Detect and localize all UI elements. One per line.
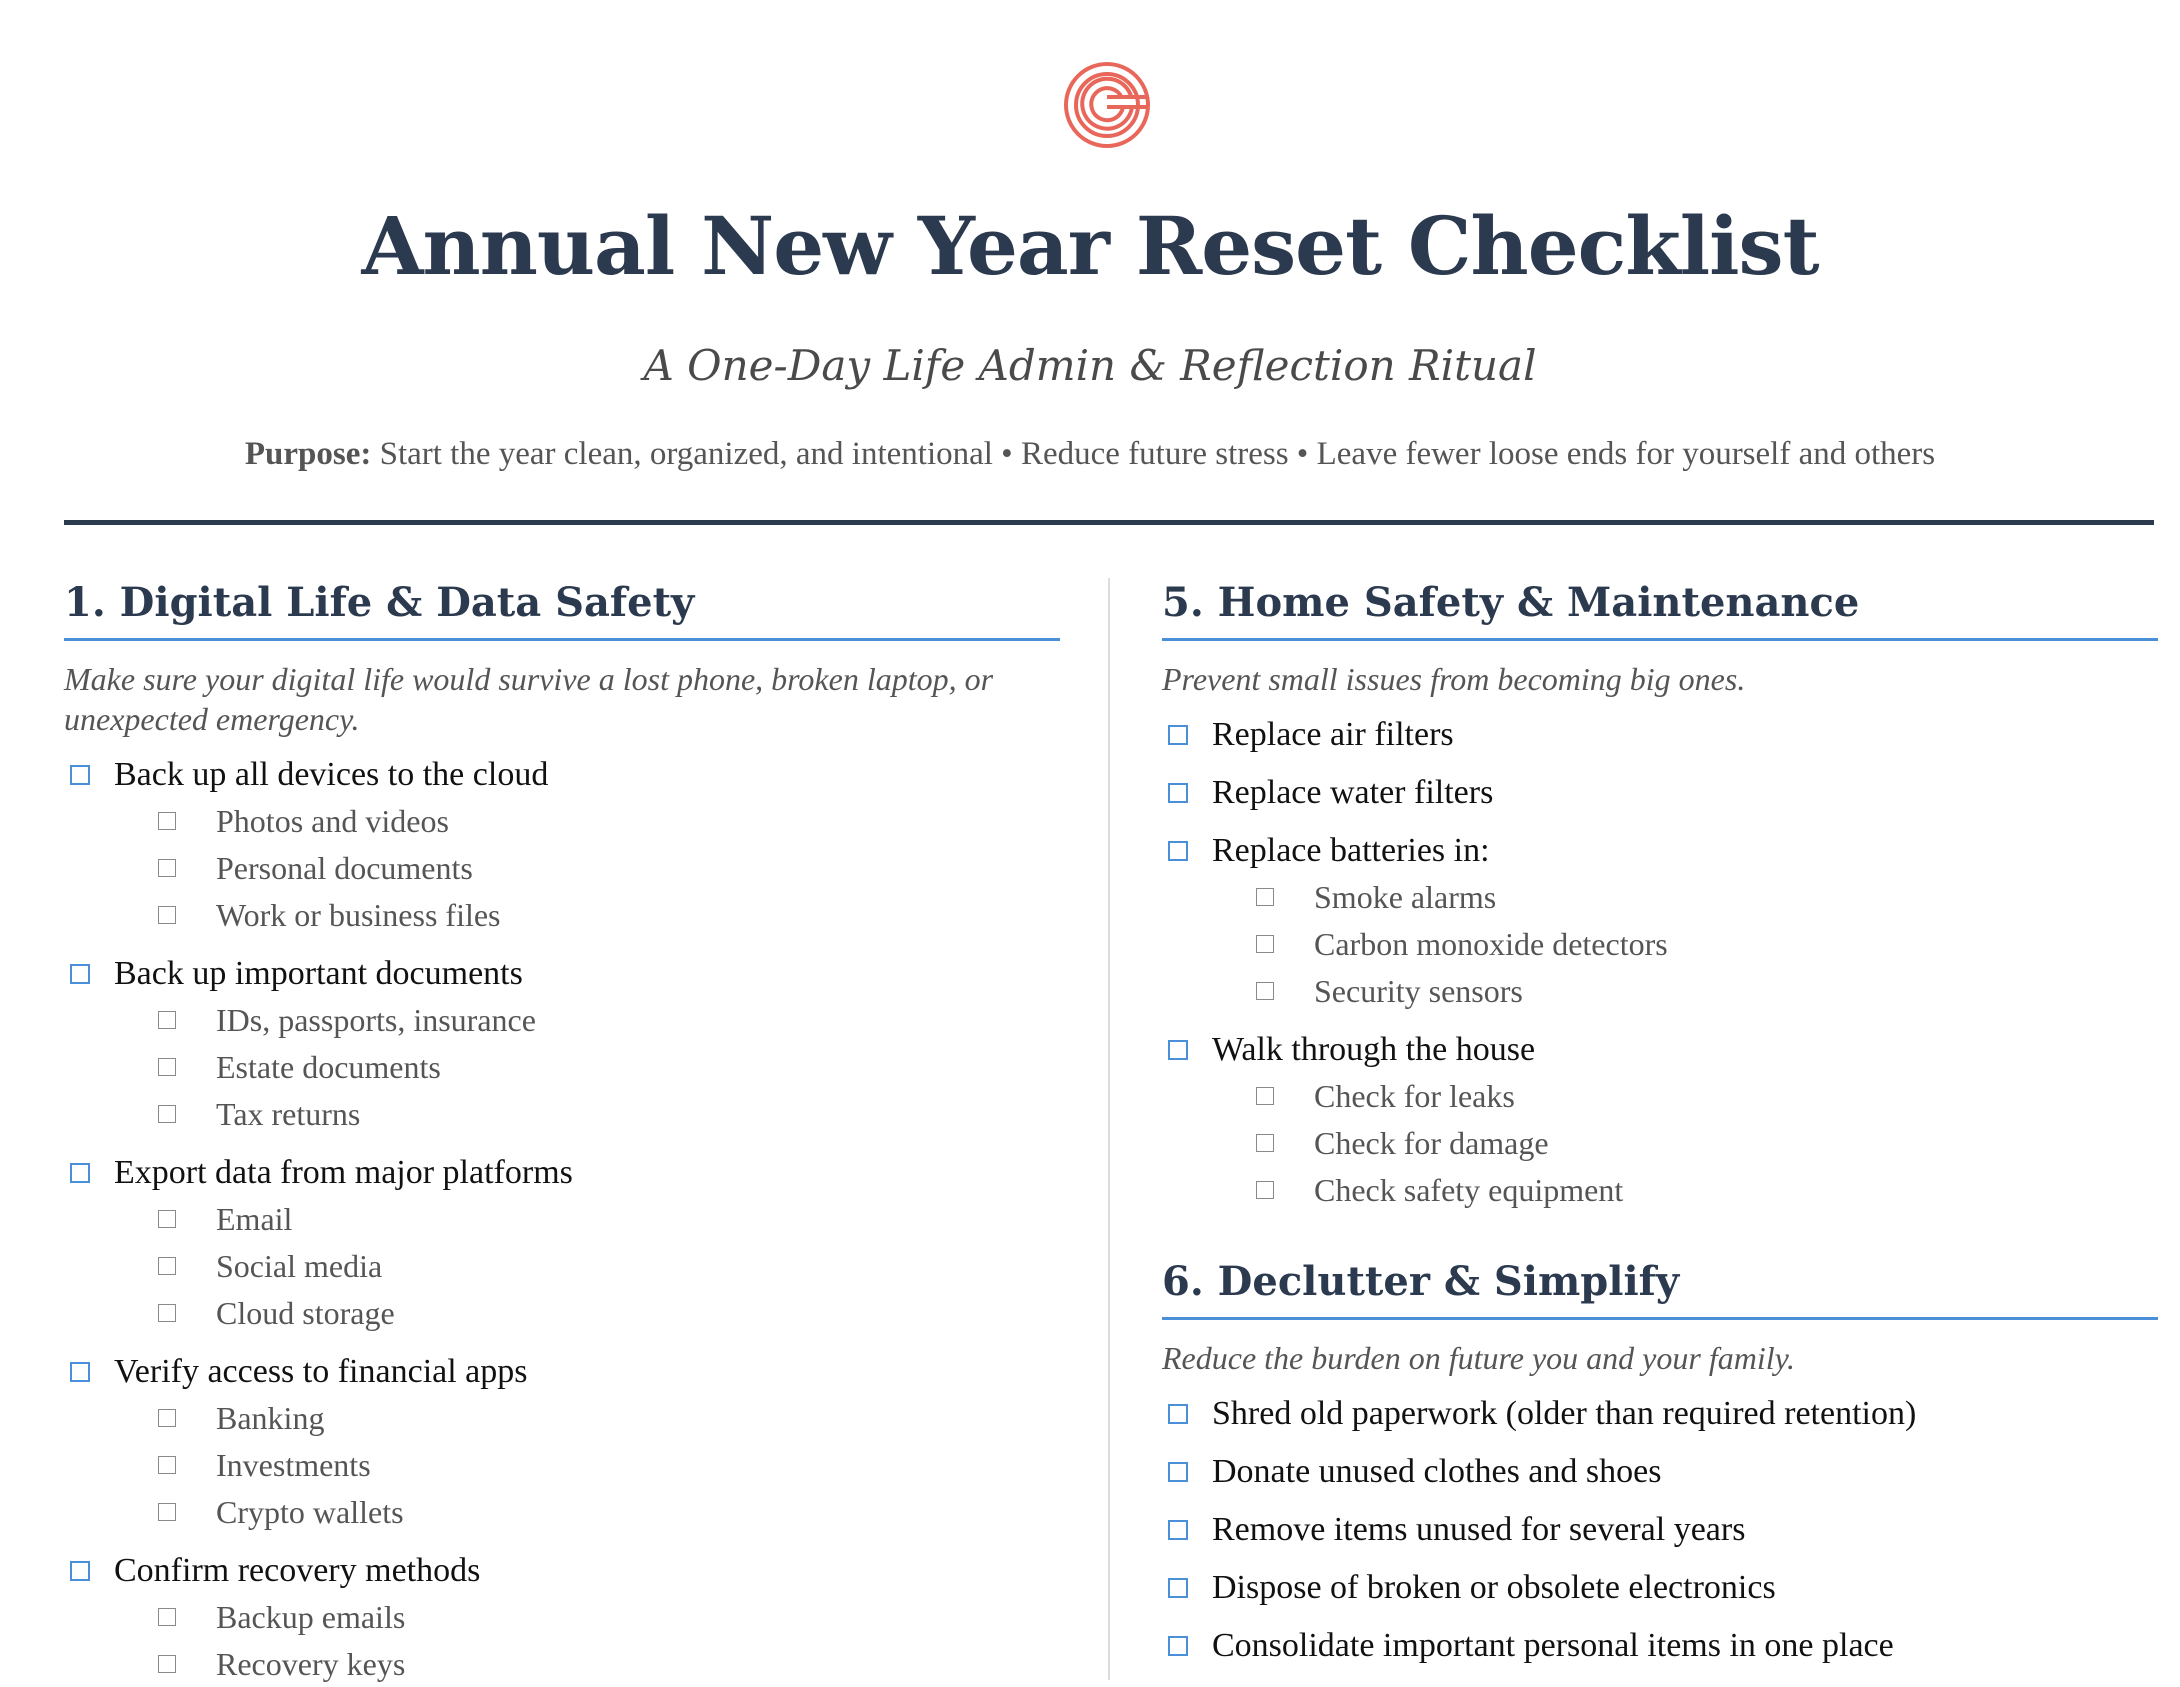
sub-item-label: Check for leaks [1314,1077,1515,1114]
item-label: Back up all devices to the cloud [114,756,549,793]
left-column [64,574,1060,1687]
sub-item[interactable] [158,1488,1060,1535]
sub-item-label: Check safety equipment [1314,1171,1624,1208]
sub-item-label: Estate documents [216,1048,441,1085]
sub-checkbox[interactable] [1256,935,1274,953]
checklist-item[interactable] [1162,1624,2158,1668]
sub-checkbox[interactable] [158,1608,176,1626]
sub-item[interactable] [1256,1119,2158,1166]
sub-item[interactable] [1256,967,2158,1014]
page-subtitle: A One-Day Life Admin & Reflection Ritual [643,341,1537,390]
checklist-item[interactable] [1162,829,2158,873]
checkbox[interactable] [70,964,90,984]
checklist-item[interactable] [1162,771,2158,815]
sub-item-label: Backup emails [216,1598,406,1635]
checklist-item[interactable] [1162,1392,2158,1436]
sub-checkbox[interactable] [1256,888,1274,906]
item-label: Dispose of broken or obsolete electronics [1212,1569,1776,1606]
checkbox[interactable] [1168,1636,1188,1656]
sub-item[interactable] [1256,1072,2158,1119]
sub-checkbox[interactable] [158,1409,176,1427]
sub-item-label: Cloud storage [216,1294,395,1331]
sub-checkbox[interactable] [1256,1134,1274,1152]
checklist-item[interactable] [64,1151,1060,1195]
sub-item-label: Check for damage [1314,1124,1549,1161]
sub-checkbox[interactable] [158,1105,176,1123]
item-label: Verify access to financial apps [114,1353,528,1390]
section-title: 1. Digital Life & Data Safety [64,574,1060,641]
checkbox[interactable] [1168,1578,1188,1598]
sub-checkbox[interactable] [158,1304,176,1322]
section-description: Reduce the burden on future you and your family. [1162,1340,1796,1376]
sub-item[interactable] [158,891,1060,938]
sub-item[interactable] [158,844,1060,891]
page-title: Annual New Year Reset Checklist [361,199,1819,293]
sub-checkbox[interactable] [158,812,176,830]
section-home-safety [1162,574,2158,1213]
checklist-item[interactable] [64,952,1060,996]
sub-item[interactable] [1256,920,2158,967]
sub-checkbox[interactable] [158,1011,176,1029]
checkbox[interactable] [70,1163,90,1183]
checkbox[interactable] [1168,1462,1188,1482]
checklist-item[interactable] [1162,1508,2158,1552]
sub-item-label: Recovery keys [216,1645,406,1682]
sub-item-label: Smoke alarms [1314,878,1497,915]
checklist-item[interactable] [1162,1028,2158,1072]
purpose-label: Purpose: [244,436,372,472]
sub-item[interactable] [158,1195,1060,1242]
right-column [1162,574,2158,1668]
sub-item-label: Personal documents [216,849,473,886]
sub-checkbox[interactable] [158,1257,176,1275]
checkbox[interactable] [70,1561,90,1581]
section-title: 5. Home Safety & Maintenance [1162,574,2158,641]
sub-item-label: Work or business files [216,896,501,933]
section-title: 6. Declutter & Simplify [1162,1253,2158,1320]
item-label: Consolidate important personal items in one place [1212,1627,1894,1664]
sub-item[interactable] [1256,873,2158,920]
sub-checkbox[interactable] [158,1058,176,1076]
section-description: Make sure your digital life would survive a lost phone, broken laptop, or unexpected emergency. [64,661,994,737]
checklist-item[interactable] [1162,713,2158,757]
sub-item-label: Carbon monoxide detectors [1314,925,1668,962]
section-digital-life [64,574,1060,1687]
checkbox[interactable] [1168,1040,1188,1060]
sub-item-label: Social media [216,1247,383,1284]
sub-checkbox[interactable] [158,1655,176,1673]
checklist-item[interactable] [1162,1450,2158,1494]
purpose-text: Start the year clean, organized, and intentional • Reduce future stress • Leave fewer loose ends for yourself and others [371,436,1936,472]
sub-checkbox[interactable] [1256,1181,1274,1199]
sub-item-label: Investments [216,1446,371,1483]
section-declutter [1162,1253,2158,1668]
sub-item-label: IDs, passports, insurance [216,1001,536,1038]
checklist-item[interactable] [64,1549,1060,1593]
sub-item[interactable] [158,1593,1060,1640]
item-label: Walk through the house [1212,1031,1536,1068]
sub-item-label: Security sensors [1314,972,1523,1009]
purpose-line [0,432,2180,476]
item-label: Replace batteries in: [1212,832,1490,869]
sub-item[interactable] [158,1394,1060,1441]
item-label: Export data from major platforms [114,1154,573,1191]
column-divider [1108,578,1110,1680]
sub-checkbox[interactable] [158,859,176,877]
sub-checkbox[interactable] [158,1503,176,1521]
sub-item[interactable] [158,1242,1060,1289]
sub-item[interactable] [1256,1166,2158,1213]
sub-item-label: Email [216,1200,293,1237]
item-label: Shred old paperwork (older than required retention) [1212,1395,1917,1432]
item-label: Replace water filters [1212,774,1494,811]
checkbox[interactable] [1168,841,1188,861]
checkbox[interactable] [1168,725,1188,745]
checklist-item[interactable] [1162,1566,2158,1610]
item-label: Back up important documents [114,955,523,992]
item-label: Replace air filters [1212,716,1454,753]
sub-checkbox[interactable] [158,1210,176,1228]
sub-checkbox[interactable] [1256,1087,1274,1105]
g-circle-logo [1062,60,1152,150]
sub-checkbox[interactable] [1256,982,1274,1000]
checkbox[interactable] [70,1362,90,1382]
checkbox[interactable] [1168,783,1188,803]
checklist-item[interactable] [64,753,1060,797]
item-label: Donate unused clothes and shoes [1212,1453,1662,1490]
item-label: Remove items unused for several years [1212,1511,1746,1548]
sub-checkbox[interactable] [158,1456,176,1474]
checkbox[interactable] [70,765,90,785]
item-label: Confirm recovery methods [114,1552,481,1589]
sub-item[interactable] [158,1289,1060,1336]
section-description: Prevent small issues from becoming big ones. [1162,661,1746,697]
sub-item[interactable] [158,797,1060,844]
sub-checkbox[interactable] [158,906,176,924]
sub-item-label: Tax returns [216,1095,361,1132]
sub-item-label: Crypto wallets [216,1493,404,1530]
sub-item[interactable] [158,996,1060,1043]
sub-item[interactable] [158,1441,1060,1488]
checkbox[interactable] [1168,1520,1188,1540]
sub-item-label: Photos and videos [216,802,449,839]
checklist-item[interactable] [64,1350,1060,1394]
sub-item[interactable] [158,1043,1060,1090]
checkbox[interactable] [1168,1404,1188,1424]
sub-item[interactable] [158,1090,1060,1137]
sub-item-label: Banking [216,1399,325,1436]
header-divider [64,520,2154,525]
